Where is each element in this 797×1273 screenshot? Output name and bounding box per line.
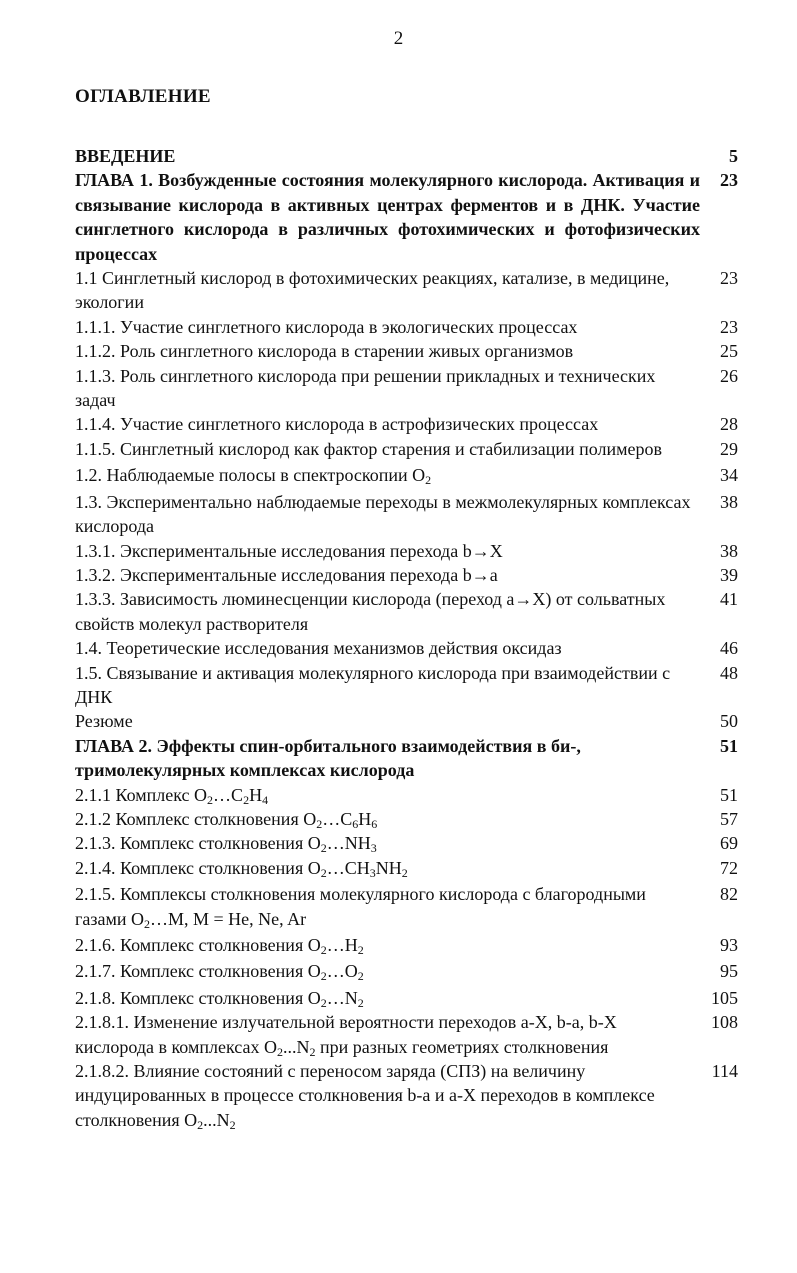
toc-entry-page: 50 <box>720 711 738 732</box>
toc-entry-page: 82 <box>720 884 738 905</box>
toc-entry <box>75 783 738 807</box>
toc-entry <box>75 734 738 783</box>
toc-heading: ОГЛАВЛЕНИЕ <box>75 86 211 107</box>
toc-entry <box>75 831 738 855</box>
toc-entry-page: 72 <box>720 857 738 878</box>
toc-entry-title: ГЛАВА 2. Эффекты спин-орбитального взаимодействия в би-, тримолекулярных комплексах кислорода <box>75 735 581 781</box>
toc-entry-title: 1.1.3. Роль синглетного кислорода при решении прикладных и технических задач <box>75 365 656 411</box>
toc-entry-page: 23 <box>720 316 738 337</box>
toc-entry-title: 1.1 Синглетный кислород в фотохимических реакциях, катализе, в медицине, экологии <box>75 268 670 313</box>
toc-entry-title: 1.3.1. Экспериментальные исследования перехода b→X <box>75 540 503 561</box>
toc-entry <box>75 636 738 660</box>
toc-entry-title: 2.1.8. Комплекс столкновения $O_2\dots N_2$ <box>75 987 364 1010</box>
toc-entry-title: 1.5. Связывание и активация молекулярного кислорода при взаимодействии с ДНК <box>75 662 671 707</box>
toc-entry <box>75 463 738 487</box>
toc-entry <box>75 168 738 266</box>
toc-entry <box>75 490 738 539</box>
toc-entry-page: 46 <box>720 638 738 659</box>
toc-entry <box>75 539 738 563</box>
toc-entry-title: ВВЕДЕНИЕ <box>75 146 176 166</box>
toc-entry-page: 29 <box>720 438 738 459</box>
toc-entry-title: 1.3.2. Экспериментальные исследования перехода b→a <box>75 564 498 585</box>
toc-entry <box>75 563 738 587</box>
toc-entry <box>75 364 738 413</box>
toc-entry <box>75 1010 738 1059</box>
toc-entry <box>75 709 738 733</box>
toc-entry <box>75 959 738 983</box>
toc-entry-page: 57 <box>720 808 738 829</box>
toc-entry-page: 23 <box>720 170 738 191</box>
toc-entry-page: 39 <box>720 564 738 585</box>
toc-entry-page: 5 <box>729 146 738 166</box>
toc-entry-page: 95 <box>720 961 738 982</box>
toc-entry <box>75 144 738 168</box>
toc-entry-title: 1.1.1. Участие синглетного кислорода в экологических процессах <box>75 316 578 337</box>
toc-entry-page: 38 <box>720 491 738 512</box>
toc-entry-page: 51 <box>720 784 738 805</box>
toc-entry-title: 2.1.7. Комплекс столкновения $O_2\dots O_2$ <box>75 961 364 984</box>
toc-entry-page: 34 <box>720 465 738 486</box>
toc-entry <box>75 856 738 880</box>
toc-entry-title: 2.1.2 Комплекс столкновения $O_2\dots C_6H_6$ <box>75 808 378 831</box>
toc-entry <box>75 412 738 436</box>
toc-entry <box>75 661 738 710</box>
toc-entry <box>75 1059 738 1132</box>
toc-entry <box>75 339 738 363</box>
toc-entry-page: 26 <box>720 365 738 386</box>
toc-entry <box>75 986 738 1010</box>
toc-entry <box>75 437 738 461</box>
toc-entry-page: 93 <box>720 935 738 955</box>
toc-entry-page: 51 <box>720 735 738 756</box>
toc-entry-title: 1.3.3. Зависимость люминесценции кислорода (переход a→X) от сольватных свойств молекул растворителя <box>75 589 666 634</box>
toc-entry-title: 1.2. Наблюдаемые полосы в спектроскопии $O_2$ <box>75 465 432 488</box>
toc-entry-title: Резюме <box>75 711 133 732</box>
toc-entry-title: 1.1.4. Участие синглетного кислорода в астрофизических процессах <box>75 414 599 435</box>
toc-entry-title: 2.1.8.1. Изменение излучательной вероятности переходов a-X, b-a, b-X кислорода в комплексах $O_2...N_2$ при разных геометриях столкновения <box>75 1012 617 1059</box>
toc-entry-page: 69 <box>720 833 738 854</box>
toc-entry-title: 2.1.5. Комплексы столкновения молекулярного кислорода с благородными газами $O_2\dots M$, M = He, Ne, Ar <box>75 884 646 931</box>
table-of-contents <box>75 144 738 1132</box>
toc-entry-page: 105 <box>711 987 738 1008</box>
toc-entry-title: 2.1.8.2. Влияние состояний с переносом заряда (СПЗ) на величину индуцированных в процессе столкновения b-a и a-X переходов в комплексе столкновения $O_2...N_2$ <box>75 1061 655 1132</box>
toc-entry-page: 108 <box>711 1012 738 1033</box>
toc-entry-title: 1.1.2. Роль синглетного кислорода в старении живых организмов <box>75 341 574 362</box>
page-number: 2 <box>393 28 404 49</box>
toc-entry-page: 28 <box>720 414 738 435</box>
toc-entry-page: 23 <box>720 268 738 289</box>
toc-entry-page: 114 <box>711 1061 738 1082</box>
toc-entry-page: 25 <box>720 341 738 362</box>
toc-entry-title: 2.1.1 Комплекс $O_2\dots C_2H_4$ <box>75 784 269 807</box>
toc-entry-page: 38 <box>720 540 738 561</box>
toc-entry-title: 2.1.4. Комплекс столкновения $O_2\dots CH_3NH_2$ <box>75 857 408 880</box>
toc-entry <box>75 933 738 957</box>
toc-entry-title: 1.4. Теоретические исследования механизмов действия оксидаз <box>75 638 562 659</box>
toc-entry-page: 41 <box>720 589 738 610</box>
toc-entry-title: 1.3. Экспериментально наблюдаемые переходы в межмолекулярных комплексах кислорода <box>75 491 691 537</box>
toc-entry-title: 2.1.3. Комплекс столкновения $O_2\dots NH_3$ <box>75 833 377 856</box>
toc-entry-title: ГЛАВА 1. Возбужденные состояния молекулярного кислорода. Активация и связывание кислорода в активных центрах ферментов и в ДНК. Участие синглетного кислорода в различных фотохимических и фотофизических процессах <box>75 170 700 264</box>
toc-entry <box>75 315 738 339</box>
toc-entry-title: 1.1.5. Синглетный кислород как фактор старения и стабилизации полимеров <box>75 438 663 459</box>
toc-entry <box>75 807 738 831</box>
toc-entry <box>75 587 738 636</box>
toc-entry-title: 2.1.6. Комплекс столкновения $O_2\dots H_2$ <box>75 935 364 957</box>
toc-entry <box>75 882 738 931</box>
toc-entry-page: 48 <box>720 662 738 683</box>
toc-entry <box>75 266 738 315</box>
